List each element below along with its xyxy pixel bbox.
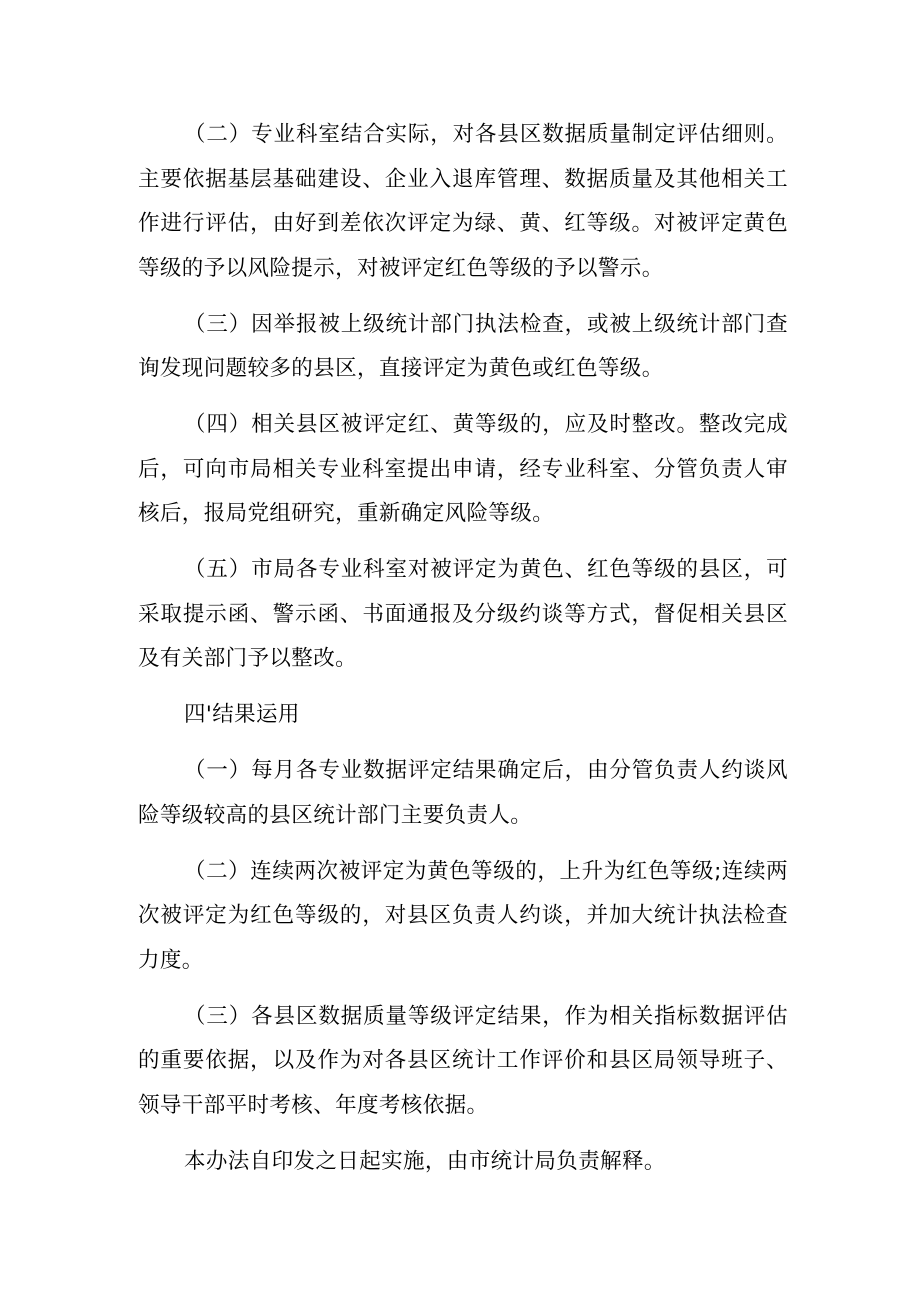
paragraph-result-assessment: （三）各县区数据质量等级评定结果，作为相关指标数据评估的重要依据，以及作为对各县区统计工作评价和县区局领导班子、领导干部平时考核、年度考核依据。 [138, 1003, 788, 1118]
paragraph-supervision-measures: （五）市局各专业科室对被评定为黄色、红色等级的县区，可采取提示函、警示函、书面通报及分级约谈等方式，督促相关县区及有关部门予以整改。 [138, 557, 788, 671]
document-body [138, 113, 788, 1184]
paragraph-evaluation-rules: （二）专业科室结合实际，对各县区数据质量制定评估细则。主要依据基层基础建设、企业入退库管理、数据质量及其他相关工作进行评估，由好到差依次评定为绿、黄、红等级。对被评定黄色等级的予以风险提示，对被评定红色等级的予以警示。 [138, 122, 788, 281]
section-heading-results: 四'结果运用 [184, 702, 300, 727]
paragraph-rectification: （四）相关县区被评定红、黄等级的，应及时整改。整改完成后，可向市局相关专业科室提出申请，经专业科室、分管负责人审核后，报局党组研究，重新确定风险等级。 [138, 412, 788, 526]
paragraph-result-escalation: （二）连续两次被评定为黄色等级的，上升为红色等级;连续两次被评定为红色等级的，对县区负责人约谈，并加大统计执法检查力度。 [138, 858, 788, 973]
paragraph-direct-rating: （三）因举报被上级统计部门执法检查，或被上级统计部门查询发现问题较多的县区，直接评定为黄色或红色等级。 [138, 311, 788, 381]
closing-statement: 本办法自印发之日起实施，由市统计局负责解释。 [184, 1148, 666, 1174]
paragraph-result-interview: （一）每月各专业数据评定结果确定后，由分管负责人约谈风险等级较高的县区统计部门主要负责人。 [138, 758, 788, 828]
